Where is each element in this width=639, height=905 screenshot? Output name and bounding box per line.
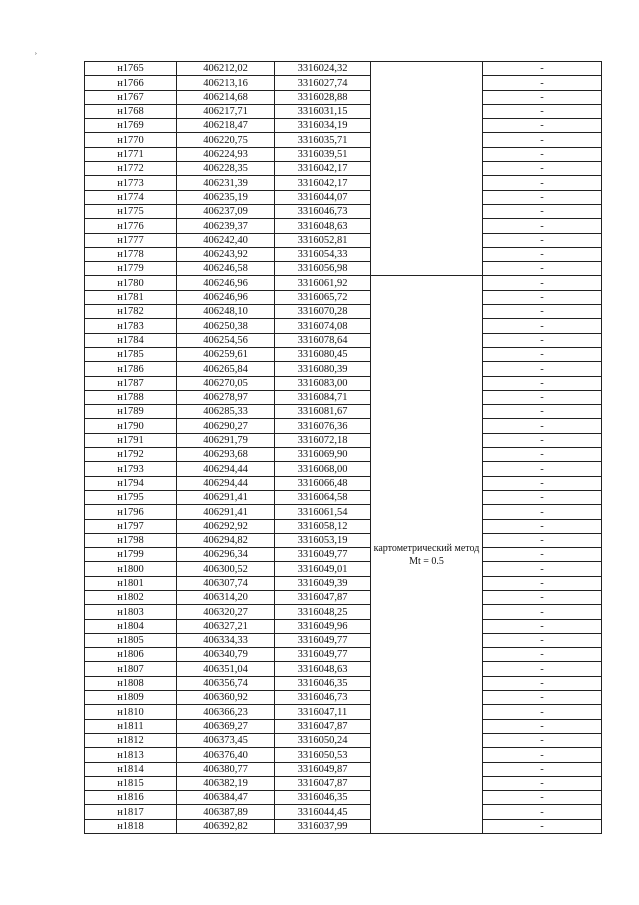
- table-row: [85, 204, 602, 218]
- y-coordinate-cell: 3316046,35: [275, 791, 371, 805]
- x-coordinate-cell: 406293,68: [177, 448, 275, 462]
- x-coordinate-cell: 406242,40: [177, 233, 275, 247]
- table-row: [85, 90, 602, 104]
- point-id-cell: н1796: [85, 505, 177, 519]
- accuracy-cell: -: [483, 433, 602, 447]
- accuracy-cell: -: [483, 776, 602, 790]
- y-coordinate-cell: 3316061,92: [275, 276, 371, 290]
- table-row: [85, 162, 602, 176]
- x-coordinate-cell: 406291,41: [177, 490, 275, 504]
- point-id-cell: н1818: [85, 819, 177, 833]
- table-row: [85, 633, 602, 647]
- x-coordinate-cell: 406291,41: [177, 505, 275, 519]
- table-row: [85, 505, 602, 519]
- point-id-cell: н1773: [85, 176, 177, 190]
- y-coordinate-cell: 3316048,63: [275, 219, 371, 233]
- x-coordinate-cell: 406292,92: [177, 519, 275, 533]
- x-coordinate-cell: 406237,09: [177, 204, 275, 218]
- x-coordinate-cell: 406243,92: [177, 247, 275, 261]
- point-id-cell: н1806: [85, 648, 177, 662]
- y-coordinate-cell: 3316049,77: [275, 548, 371, 562]
- x-coordinate-cell: 406360,92: [177, 691, 275, 705]
- coordinates-table: [84, 61, 602, 834]
- page-mark: ˒: [34, 46, 38, 58]
- x-coordinate-cell: 406351,04: [177, 662, 275, 676]
- y-coordinate-cell: 3316074,08: [275, 319, 371, 333]
- x-coordinate-cell: 406248,10: [177, 305, 275, 319]
- point-id-cell: н1765: [85, 62, 177, 76]
- accuracy-cell: -: [483, 562, 602, 576]
- y-coordinate-cell: 3316035,71: [275, 133, 371, 147]
- y-coordinate-cell: 3316052,81: [275, 233, 371, 247]
- accuracy-cell: -: [483, 548, 602, 562]
- table-row: [85, 147, 602, 161]
- table-row: [85, 190, 602, 204]
- x-coordinate-cell: 406294,82: [177, 533, 275, 547]
- accuracy-cell: -: [483, 448, 602, 462]
- y-coordinate-cell: 3316072,18: [275, 433, 371, 447]
- accuracy-cell: -: [483, 791, 602, 805]
- y-coordinate-cell: 3316066,48: [275, 476, 371, 490]
- table-row: [85, 219, 602, 233]
- accuracy-cell: -: [483, 691, 602, 705]
- y-coordinate-cell: 3316047,87: [275, 590, 371, 604]
- x-coordinate-cell: 406246,96: [177, 290, 275, 304]
- accuracy-cell: -: [483, 762, 602, 776]
- y-coordinate-cell: 3316054,33: [275, 247, 371, 261]
- table-row: [85, 319, 602, 333]
- point-id-cell: н1798: [85, 533, 177, 547]
- table-row: [85, 648, 602, 662]
- point-id-cell: н1811: [85, 719, 177, 733]
- accuracy-cell: -: [483, 419, 602, 433]
- table-row: [85, 748, 602, 762]
- x-coordinate-cell: 406366,23: [177, 705, 275, 719]
- point-id-cell: н1804: [85, 619, 177, 633]
- x-coordinate-cell: 406369,27: [177, 719, 275, 733]
- y-coordinate-cell: 3316049,77: [275, 648, 371, 662]
- x-coordinate-cell: 406300,52: [177, 562, 275, 576]
- y-coordinate-cell: 3316024,32: [275, 62, 371, 76]
- x-coordinate-cell: 406291,79: [177, 433, 275, 447]
- point-id-cell: н1786: [85, 362, 177, 376]
- table-row: [85, 376, 602, 390]
- accuracy-cell: -: [483, 633, 602, 647]
- x-coordinate-cell: 406356,74: [177, 676, 275, 690]
- x-coordinate-cell: 406373,45: [177, 733, 275, 747]
- table-row: [85, 819, 602, 833]
- point-id-cell: н1799: [85, 548, 177, 562]
- accuracy-cell: -: [483, 376, 602, 390]
- y-coordinate-cell: 3316061,54: [275, 505, 371, 519]
- accuracy-cell: -: [483, 133, 602, 147]
- y-coordinate-cell: 3316034,19: [275, 119, 371, 133]
- y-coordinate-cell: 3316044,45: [275, 805, 371, 819]
- y-coordinate-cell: 3316056,98: [275, 262, 371, 276]
- x-coordinate-cell: 406314,20: [177, 590, 275, 604]
- y-coordinate-cell: 3316042,17: [275, 176, 371, 190]
- accuracy-cell: -: [483, 519, 602, 533]
- x-coordinate-cell: 406224,93: [177, 147, 275, 161]
- y-coordinate-cell: 3316046,73: [275, 204, 371, 218]
- y-coordinate-cell: 3316046,73: [275, 691, 371, 705]
- table-row: [85, 405, 602, 419]
- accuracy-cell: -: [483, 233, 602, 247]
- y-coordinate-cell: 3316047,11: [275, 705, 371, 719]
- table-row: [85, 262, 602, 276]
- table-row: [85, 347, 602, 361]
- table-row: [85, 619, 602, 633]
- point-id-cell: н1783: [85, 319, 177, 333]
- x-coordinate-cell: 406327,21: [177, 619, 275, 633]
- point-id-cell: н1813: [85, 748, 177, 762]
- x-coordinate-cell: 406384,47: [177, 791, 275, 805]
- x-coordinate-cell: 406265,84: [177, 362, 275, 376]
- y-coordinate-cell: 3316037,99: [275, 819, 371, 833]
- table-row: [85, 305, 602, 319]
- x-coordinate-cell: 406250,38: [177, 319, 275, 333]
- x-coordinate-cell: 406334,33: [177, 633, 275, 647]
- table-row: [85, 805, 602, 819]
- table-row: [85, 233, 602, 247]
- y-coordinate-cell: 3316084,71: [275, 390, 371, 404]
- x-coordinate-cell: 406218,47: [177, 119, 275, 133]
- x-coordinate-cell: 406213,16: [177, 76, 275, 90]
- accuracy-cell: -: [483, 648, 602, 662]
- accuracy-cell: -: [483, 576, 602, 590]
- accuracy-cell: -: [483, 405, 602, 419]
- point-id-cell: н1774: [85, 190, 177, 204]
- point-id-cell: н1803: [85, 605, 177, 619]
- accuracy-cell: -: [483, 176, 602, 190]
- accuracy-cell: -: [483, 119, 602, 133]
- table-row: [85, 333, 602, 347]
- accuracy-cell: -: [483, 733, 602, 747]
- method-cell-empty: [371, 62, 483, 276]
- y-coordinate-cell: 3316042,17: [275, 162, 371, 176]
- y-coordinate-cell: 3316070,28: [275, 305, 371, 319]
- y-coordinate-cell: 3316078,64: [275, 333, 371, 347]
- point-id-cell: н1766: [85, 76, 177, 90]
- accuracy-cell: -: [483, 819, 602, 833]
- table-row: [85, 133, 602, 147]
- point-id-cell: н1785: [85, 347, 177, 361]
- accuracy-cell: -: [483, 62, 602, 76]
- table-row: [85, 791, 602, 805]
- table-row: [85, 419, 602, 433]
- table-row: [85, 562, 602, 576]
- accuracy-cell: -: [483, 290, 602, 304]
- x-coordinate-cell: 406380,77: [177, 762, 275, 776]
- accuracy-cell: -: [483, 90, 602, 104]
- y-coordinate-cell: 3316080,39: [275, 362, 371, 376]
- accuracy-cell: -: [483, 590, 602, 604]
- accuracy-cell: -: [483, 262, 602, 276]
- table-row: [85, 176, 602, 190]
- x-coordinate-cell: 406228,35: [177, 162, 275, 176]
- x-coordinate-cell: 406212,02: [177, 62, 275, 76]
- y-coordinate-cell: 3316050,24: [275, 733, 371, 747]
- accuracy-cell: -: [483, 319, 602, 333]
- x-coordinate-cell: 406217,71: [177, 104, 275, 118]
- y-coordinate-cell: 3316049,87: [275, 762, 371, 776]
- accuracy-cell: -: [483, 362, 602, 376]
- x-coordinate-cell: 406294,44: [177, 476, 275, 490]
- point-id-cell: н1794: [85, 476, 177, 490]
- table-row: [85, 433, 602, 447]
- accuracy-cell: -: [483, 147, 602, 161]
- x-coordinate-cell: 406270,05: [177, 376, 275, 390]
- x-coordinate-cell: 406382,19: [177, 776, 275, 790]
- x-coordinate-cell: 406231,39: [177, 176, 275, 190]
- accuracy-cell: -: [483, 333, 602, 347]
- accuracy-cell: -: [483, 676, 602, 690]
- point-id-cell: н1814: [85, 762, 177, 776]
- y-coordinate-cell: 3316049,01: [275, 562, 371, 576]
- accuracy-cell: -: [483, 533, 602, 547]
- point-id-cell: н1805: [85, 633, 177, 647]
- point-id-cell: н1807: [85, 662, 177, 676]
- table-row: [85, 290, 602, 304]
- point-id-cell: н1815: [85, 776, 177, 790]
- accuracy-cell: -: [483, 490, 602, 504]
- point-id-cell: н1781: [85, 290, 177, 304]
- table-row: [85, 76, 602, 90]
- table-row: [85, 390, 602, 404]
- table-row: [85, 590, 602, 604]
- y-coordinate-cell: 3316068,00: [275, 462, 371, 476]
- accuracy-cell: -: [483, 104, 602, 118]
- x-coordinate-cell: 406285,33: [177, 405, 275, 419]
- y-coordinate-cell: 3316049,39: [275, 576, 371, 590]
- y-coordinate-cell: 3316047,87: [275, 719, 371, 733]
- y-coordinate-cell: 3316048,25: [275, 605, 371, 619]
- table-row: [85, 719, 602, 733]
- y-coordinate-cell: 3316065,72: [275, 290, 371, 304]
- accuracy-cell: -: [483, 76, 602, 90]
- point-id-cell: н1782: [85, 305, 177, 319]
- y-coordinate-cell: 3316047,87: [275, 776, 371, 790]
- y-coordinate-cell: 3316080,45: [275, 347, 371, 361]
- point-id-cell: н1779: [85, 262, 177, 276]
- table-row: [85, 104, 602, 118]
- y-coordinate-cell: 3316050,53: [275, 748, 371, 762]
- point-id-cell: н1770: [85, 133, 177, 147]
- point-id-cell: н1789: [85, 405, 177, 419]
- point-id-cell: н1812: [85, 733, 177, 747]
- point-id-cell: н1787: [85, 376, 177, 390]
- accuracy-cell: -: [483, 505, 602, 519]
- table-row: [85, 605, 602, 619]
- coordinates-table-body: [85, 62, 602, 834]
- table-row: [85, 119, 602, 133]
- x-coordinate-cell: 406296,34: [177, 548, 275, 562]
- x-coordinate-cell: 406214,68: [177, 90, 275, 104]
- x-coordinate-cell: 406387,89: [177, 805, 275, 819]
- x-coordinate-cell: 406320,27: [177, 605, 275, 619]
- x-coordinate-cell: 406235,19: [177, 190, 275, 204]
- point-id-cell: н1777: [85, 233, 177, 247]
- accuracy-cell: -: [483, 276, 602, 290]
- table-row: [85, 519, 602, 533]
- accuracy-cell: -: [483, 305, 602, 319]
- y-coordinate-cell: 3316049,96: [275, 619, 371, 633]
- accuracy-cell: -: [483, 662, 602, 676]
- accuracy-cell: -: [483, 705, 602, 719]
- x-coordinate-cell: 406259,61: [177, 347, 275, 361]
- x-coordinate-cell: 406340,79: [177, 648, 275, 662]
- y-coordinate-cell: 3316083,00: [275, 376, 371, 390]
- accuracy-cell: -: [483, 805, 602, 819]
- table-row: [85, 691, 602, 705]
- accuracy-cell: -: [483, 347, 602, 361]
- accuracy-cell: -: [483, 247, 602, 261]
- y-coordinate-cell: 3316028,88: [275, 90, 371, 104]
- table-row: [85, 776, 602, 790]
- y-coordinate-cell: 3316058,12: [275, 519, 371, 533]
- point-id-cell: н1816: [85, 791, 177, 805]
- point-id-cell: н1810: [85, 705, 177, 719]
- table-row: [85, 62, 602, 76]
- y-coordinate-cell: 3316064,58: [275, 490, 371, 504]
- point-id-cell: н1793: [85, 462, 177, 476]
- point-id-cell: н1776: [85, 219, 177, 233]
- table-row: [85, 462, 602, 476]
- y-coordinate-cell: 3316039,51: [275, 147, 371, 161]
- accuracy-cell: -: [483, 462, 602, 476]
- x-coordinate-cell: 406246,96: [177, 276, 275, 290]
- accuracy-cell: -: [483, 748, 602, 762]
- point-id-cell: н1795: [85, 490, 177, 504]
- point-id-cell: н1791: [85, 433, 177, 447]
- table-row: [85, 762, 602, 776]
- point-id-cell: н1797: [85, 519, 177, 533]
- point-id-cell: н1788: [85, 390, 177, 404]
- x-coordinate-cell: 406239,37: [177, 219, 275, 233]
- point-id-cell: н1767: [85, 90, 177, 104]
- x-coordinate-cell: 406290,27: [177, 419, 275, 433]
- point-id-cell: н1817: [85, 805, 177, 819]
- point-id-cell: н1790: [85, 419, 177, 433]
- table-row: [85, 576, 602, 590]
- point-id-cell: н1808: [85, 676, 177, 690]
- y-coordinate-cell: 3316081,67: [275, 405, 371, 419]
- table-row: [85, 705, 602, 719]
- point-id-cell: н1801: [85, 576, 177, 590]
- table-row: [85, 276, 602, 290]
- table-row: [85, 662, 602, 676]
- point-id-cell: н1775: [85, 204, 177, 218]
- point-id-cell: н1768: [85, 104, 177, 118]
- table-row: [85, 676, 602, 690]
- y-coordinate-cell: 3316046,35: [275, 676, 371, 690]
- accuracy-cell: -: [483, 619, 602, 633]
- y-coordinate-cell: 3316027,74: [275, 76, 371, 90]
- point-id-cell: н1780: [85, 276, 177, 290]
- table-row: [85, 476, 602, 490]
- x-coordinate-cell: 406392,82: [177, 819, 275, 833]
- x-coordinate-cell: 406294,44: [177, 462, 275, 476]
- y-coordinate-cell: 3316048,63: [275, 662, 371, 676]
- table-row: [85, 247, 602, 261]
- point-id-cell: н1784: [85, 333, 177, 347]
- point-id-cell: н1809: [85, 691, 177, 705]
- table-row: [85, 733, 602, 747]
- accuracy-cell: -: [483, 605, 602, 619]
- point-id-cell: н1800: [85, 562, 177, 576]
- x-coordinate-cell: 406278,97: [177, 390, 275, 404]
- table-row: [85, 548, 602, 562]
- point-id-cell: н1769: [85, 119, 177, 133]
- y-coordinate-cell: 3316031,15: [275, 104, 371, 118]
- x-coordinate-cell: 406246,58: [177, 262, 275, 276]
- y-coordinate-cell: 3316044,07: [275, 190, 371, 204]
- table-row: [85, 533, 602, 547]
- point-id-cell: н1802: [85, 590, 177, 604]
- x-coordinate-cell: 406220,75: [177, 133, 275, 147]
- accuracy-cell: -: [483, 219, 602, 233]
- accuracy-cell: -: [483, 719, 602, 733]
- accuracy-cell: -: [483, 476, 602, 490]
- point-id-cell: н1792: [85, 448, 177, 462]
- point-id-cell: н1778: [85, 247, 177, 261]
- x-coordinate-cell: 406376,40: [177, 748, 275, 762]
- y-coordinate-cell: 3316049,77: [275, 633, 371, 647]
- accuracy-cell: -: [483, 390, 602, 404]
- x-coordinate-cell: 406254,56: [177, 333, 275, 347]
- method-cell: картометрический метод Mt = 0.5: [371, 276, 483, 834]
- accuracy-cell: -: [483, 162, 602, 176]
- y-coordinate-cell: 3316053,19: [275, 533, 371, 547]
- y-coordinate-cell: 3316076,36: [275, 419, 371, 433]
- table-row: [85, 362, 602, 376]
- table-row: [85, 448, 602, 462]
- table-row: [85, 490, 602, 504]
- accuracy-cell: -: [483, 190, 602, 204]
- point-id-cell: н1771: [85, 147, 177, 161]
- y-coordinate-cell: 3316069,90: [275, 448, 371, 462]
- point-id-cell: н1772: [85, 162, 177, 176]
- accuracy-cell: -: [483, 204, 602, 218]
- x-coordinate-cell: 406307,74: [177, 576, 275, 590]
